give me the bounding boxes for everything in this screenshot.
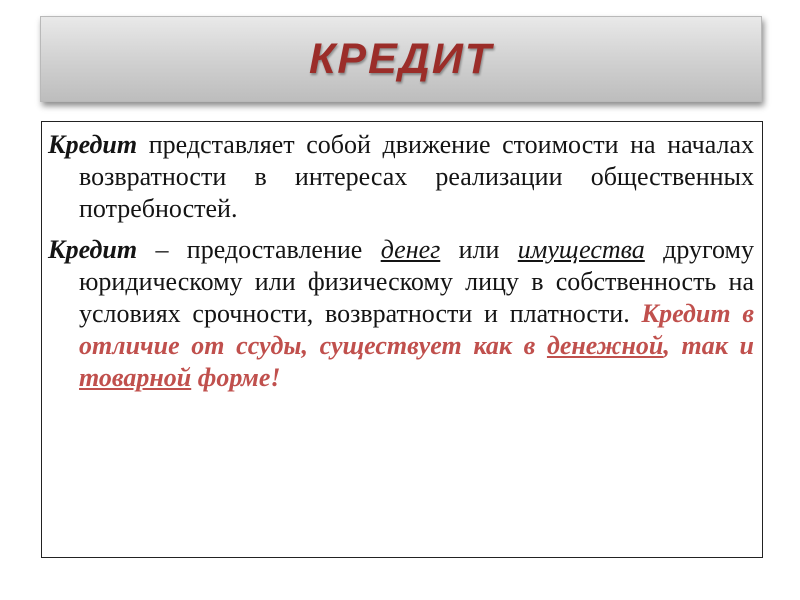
definition-text: или xyxy=(440,235,518,264)
definition-text: другому юридическому или физическому лицу в собственность на условиях срочности, возвратности и платности. xyxy=(79,235,754,328)
definition-text: представляет собой движение стоимости на началах возвратности в интересах реализации общественных потребностей. xyxy=(79,130,754,223)
term-credit: Кредит xyxy=(48,130,138,159)
link-commodity[interactable]: товарной xyxy=(79,363,192,392)
emphasis-text: Кредит в отличие от ссуды, существует как в xyxy=(79,299,754,360)
definition-paragraph-2 xyxy=(48,234,754,394)
link-monetary[interactable]: денежной xyxy=(546,331,664,360)
link-money[interactable]: денег xyxy=(380,235,441,264)
link-property[interactable]: имущества xyxy=(517,235,645,264)
definition-text: – предоставление xyxy=(137,235,381,264)
slide-title: КРЕДИТ xyxy=(308,34,494,83)
definition-paragraph-1 xyxy=(48,129,754,225)
emphasis-text: форме! xyxy=(191,363,281,392)
emphasis-text: , так и xyxy=(663,331,754,360)
title-bar xyxy=(40,16,762,102)
term-credit: Кредит xyxy=(48,235,138,264)
content-box xyxy=(41,121,763,558)
